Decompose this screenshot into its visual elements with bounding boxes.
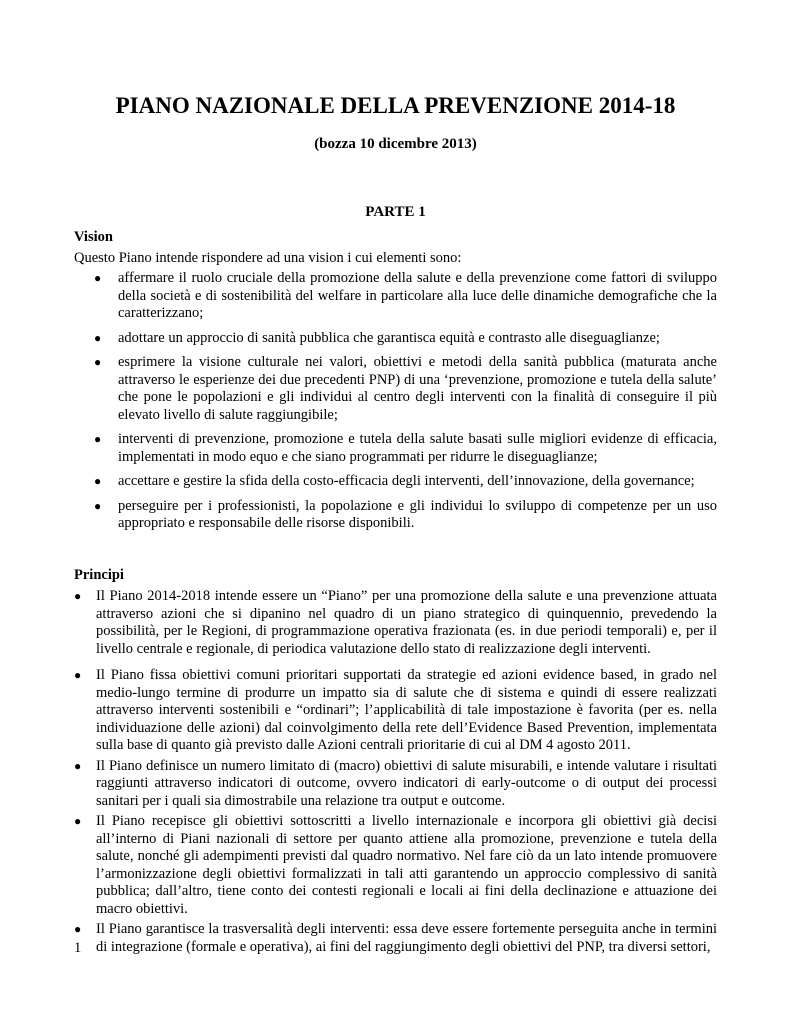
list-item-text: adottare un approccio di sanità pubblica che garantisca equità e contrasto alle diseguaglianze; bbox=[118, 329, 660, 346]
part-heading: PARTE 1 bbox=[365, 204, 426, 220]
document-subtitle: (bozza 10 dicembre 2013) bbox=[314, 136, 477, 152]
list-item bbox=[74, 431, 717, 466]
list-item-text: affermare il ruolo cruciale della promozione della salute e della prevenzione come fattori di sviluppo della società e di sostenibilità del welfare in particolare alla luce delle dinamiche demografiche che la caratterizzano; bbox=[118, 270, 717, 321]
bullet-icon: ● bbox=[94, 355, 102, 369]
list-item bbox=[74, 473, 717, 491]
principi-heading: Principi bbox=[74, 567, 124, 583]
list-item bbox=[74, 330, 717, 348]
list-item bbox=[74, 270, 717, 323]
bullet-icon: ● bbox=[74, 922, 82, 936]
bullet-icon: ● bbox=[94, 498, 102, 513]
principi-list bbox=[74, 588, 717, 959]
bullet-icon: ● bbox=[94, 474, 102, 488]
vision-heading: Vision bbox=[74, 229, 113, 245]
list-item bbox=[74, 813, 717, 918]
list-item bbox=[74, 588, 717, 658]
bullet-icon: ● bbox=[74, 758, 82, 773]
list-item-text: Il Piano 2014-2018 intende essere un “Piano” per una promozione della salute e una prevenzione attuata attraverso azioni che si dipanino nel quadro di un piano strategico di quinquennio, prevedendo la possibilità, per le Regioni, di programmazione operativa frazionata (es. in due periodi temporali) e, per il livello centrale e regionale, di periodica valutazione dello stato di realizzazione degli interventi. bbox=[96, 588, 717, 657]
vision-list bbox=[74, 270, 717, 540]
list-item bbox=[74, 667, 717, 755]
bullet-icon: ● bbox=[94, 330, 102, 345]
document-title: PIANO NAZIONALE DELLA PREVENZIONE 2014-18 bbox=[115, 93, 676, 118]
list-item bbox=[74, 498, 717, 533]
list-item bbox=[74, 758, 717, 811]
list-item-text: Il Piano recepisce gli obiettivi sottoscritti a livello internazionale e incorpora gli obiettivi già decisi all’interno di Piani nazionali di settore per quanto attiene alla promozione, prevenzione e tutela della salute, nonché gli adempimenti previsti dal quadro normativo. Nel fare ciò da un lato intende promuovere l’armonizzazione degli obiettivi formalizzati in tali atti garantendo un approccio complessivo di sanità pubblica; dall’altro, tiene conto dei contesti regionali e locali ai fini della declinazione e attuazione dei macro obiettivi. bbox=[96, 813, 717, 917]
bullet-icon: ● bbox=[74, 668, 82, 682]
bullet-icon: ● bbox=[74, 814, 82, 828]
list-item-text: esprimere la visione culturale nei valori, obiettivi e metodi della sanità pubblica (maturata anche attraverso le esperienze dei due precedenti PNP) di una ‘prevenzione, promozione e tutela della salute’ che pone le popolazioni e gli individui al centro degli interventi con la finalità di conseguire il più elevato livello di salute raggiungibile; bbox=[118, 354, 717, 423]
list-item bbox=[74, 921, 717, 956]
vision-intro: Questo Piano intende rispondere ad una vision i cui elementi sono: bbox=[74, 250, 462, 266]
bullet-icon: ● bbox=[94, 271, 102, 285]
bullet-icon: ● bbox=[94, 432, 102, 446]
page-number: 1 bbox=[74, 940, 82, 956]
list-item-text: Il Piano garantisce la trasversalità degli interventi: essa deve essere fortemente perseguita anche in termini di integrazione (formale e operativa), ai fini del raggiungimento degli obiettivi del PNP, tra diversi settori, bbox=[96, 921, 717, 955]
bullet-icon: ● bbox=[74, 589, 82, 603]
list-item-text: interventi di prevenzione, promozione e tutela della salute basati sulle migliori evidenze di efficacia, implementati in modo equo e che siano programmati per ridurre le diseguaglianze; bbox=[118, 431, 717, 465]
list-item-text: accettare e gestire la sfida della costo-efficacia degli interventi, dell’innovazione, della governance; bbox=[118, 473, 695, 489]
list-item-text: Il Piano fissa obiettivi comuni prioritari supportati da strategie ed azioni evidence based, in grado nel medio-lungo termine di produrre un impatto sia di salute che di sistema e quindi di essere realizzati attraverso interventi sostenibili e “ordinari”; l’applicabilità di tale impostazione è favorita (per es. nella individuazione delle azioni) dal coinvolgimento della rete dell’Evidence Based Prevention, implementata sulla base di quanto già previsto dalle Azioni centrali prioritarie di cui al DM 4 agosto 2011. bbox=[96, 667, 717, 753]
list-item-text: Il Piano definisce un numero limitato di (macro) obiettivi di salute misurabili, e intende valutare i risultati raggiunti attraverso indicatori di outcome, ovvero indicatori di early-outcome o di output dei processi sanitari per i quali sia dimostrabile una relazione tra output e outcome. bbox=[96, 757, 717, 809]
list-item bbox=[74, 354, 717, 424]
list-item-text: perseguire per i professionisti, la popolazione e gli individui lo sviluppo di competenze per un uso appropriato e responsabile delle risorse disponibili. bbox=[118, 497, 717, 531]
